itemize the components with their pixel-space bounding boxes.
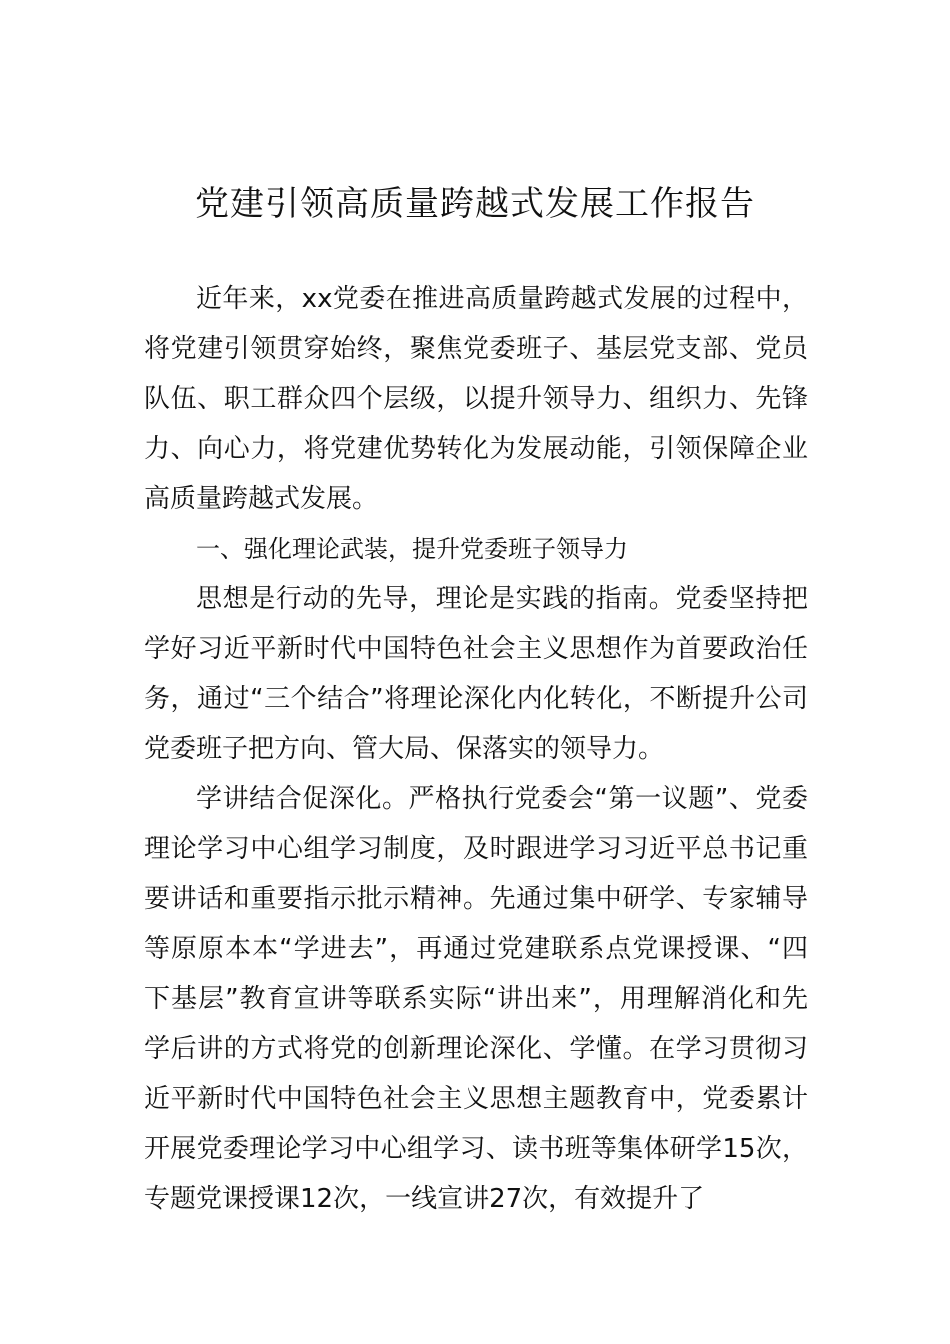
section-heading-1: 一、强化理论武装，提升党委班子领导力 [196, 535, 628, 563]
intro-paragraph: 近年来，xx党委在推进高质量跨越式发展的过程中，将党建引领贯穿始终，聚焦党委班子、基层党支部、党员队伍、职工群众四个层级，以提升领导力、组织力、先锋力、向心力，将党建优势转化为发展动能，引领保障企业高质量跨越式发展。 [144, 284, 808, 514]
section-1-paragraph-2: 学讲结合促深化。严格执行党委会“第一议题”、党委理论学习中心组学习制度，及时跟进学习习近平总书记重要讲话和重要指示批示精神。先通过集中研学、专家辅导等原原本本“学进去”，再通过党建联系点党课授课、“四下基层”教育宣讲等联系实际“讲出来”，用理解消化和先学后讲的方式将党的创新理论深化、学懂。在学习贯彻习近平新时代中国特色社会主义思想主题教育中，党委累计开展党委理论学习中心组学习、读书班等集体研学15次，专题党课授课12次，一线宣讲27次，有效提升了 [144, 784, 808, 1214]
document-title: 党建引领高质量跨越式发展工作报告 [195, 184, 755, 224]
document-body [144, 274, 808, 1224]
section-1-paragraph-1: 思想是行动的先导，理论是实践的指南。党委坚持把学好习近平新时代中国特色社会主义思想作为首要政治任务，通过“三个结合”将理论深化内化转化，不断提升公司党委班子把方向、管大局、保落实的领导力。 [144, 584, 808, 764]
